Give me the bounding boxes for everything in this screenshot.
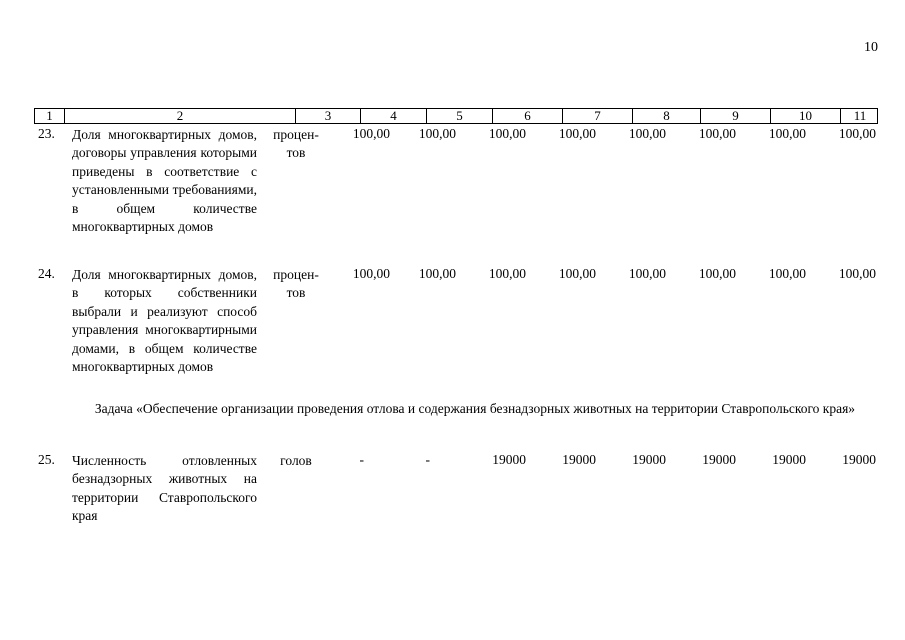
unit-line: тов (286, 145, 306, 161)
unit-line: голов (280, 453, 312, 468)
header-cell-7: 7 (563, 109, 633, 123)
value-cell: 100,00 (698, 266, 736, 281)
value-cell: 100,00 (768, 266, 806, 281)
row-number: 23. (38, 126, 55, 141)
task-heading: Задача «Обеспечение организации проведения отлова и содержания безнадзорных животных на территории Ставропольского края» (94, 401, 856, 416)
value-cell: 19000 (842, 452, 876, 467)
header-cell-3: 3 (296, 109, 361, 123)
value-cell: 100,00 (768, 126, 806, 141)
header-cell-2: 2 (65, 109, 296, 123)
value-cell: 100,00 (838, 266, 876, 281)
header-cell-9: 9 (701, 109, 771, 123)
unit-line: процен- (273, 267, 319, 282)
row-unit (266, 126, 326, 163)
header-cell-4: 4 (361, 109, 427, 123)
value-cell: 100,00 (628, 266, 666, 281)
value-cell: 100,00 (418, 266, 456, 281)
page-number: 10 (864, 40, 878, 55)
unit-line: процен- (273, 127, 319, 142)
value-cell: 100,00 (838, 126, 876, 141)
value-cell: 19000 (702, 452, 736, 467)
value-cell: 19000 (562, 452, 596, 467)
value-cell: 100,00 (628, 126, 666, 141)
value-cell: 100,00 (488, 266, 526, 281)
value-cell: 100,00 (418, 126, 456, 141)
value-cell: 100,00 (558, 266, 596, 281)
row-description: Доля многоквартирных домов, в которых собственники выбрали и реализуют способ управления многоквартирными домами, в общем количестве многоквартирных домов (72, 267, 257, 375)
row-number: 24. (38, 266, 55, 281)
header-cell-8: 8 (633, 109, 701, 123)
value-cell: 100,00 (352, 266, 390, 281)
value-cell: - (359, 452, 364, 467)
row-description: Численность отловленных безнадзорных животных на территории Ставропольского края (72, 453, 257, 524)
value-cell: 19000 (492, 452, 526, 467)
value-cell: 100,00 (352, 126, 390, 141)
value-cell: 100,00 (698, 126, 736, 141)
value-cell: 100,00 (558, 126, 596, 141)
value-cell: - (425, 452, 430, 467)
row-description: Доля многоквартирных домов, договоры управления которыми приведены в соответствие с установленными требованиями, в общем количестве многоквартирных домов (72, 127, 257, 235)
value-cell: 100,00 (488, 126, 526, 141)
row-unit (266, 266, 326, 303)
header-cell-11: 11 (853, 108, 867, 123)
table-header-row (34, 108, 878, 124)
row-number: 25. (38, 452, 55, 467)
header-cell-10: 10 (771, 109, 841, 123)
header-cell-6: 6 (493, 109, 563, 123)
unit-line: тов (286, 285, 306, 301)
value-cell: 19000 (632, 452, 666, 467)
header-cell-1: 1 (35, 109, 65, 123)
header-cell-5: 5 (427, 109, 493, 123)
value-cell: 19000 (772, 452, 806, 467)
